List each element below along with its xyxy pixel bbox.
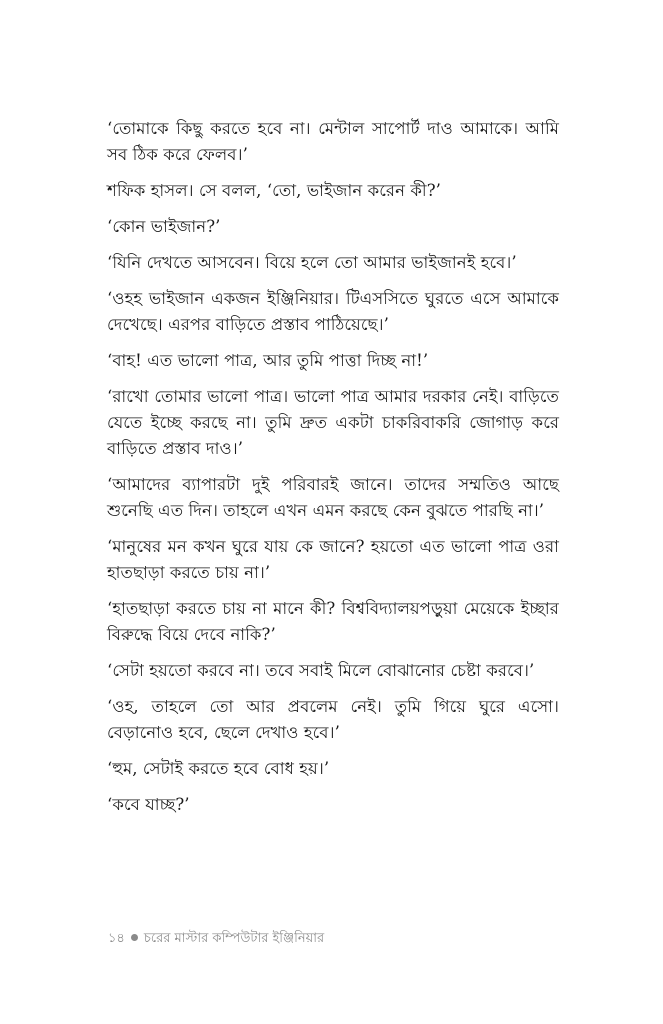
paragraph: ‘তোমাকে কিছু করতে হবে না। মেন্টাল সাপোর্ট দাও আমাকে। আমি সব ঠিক করে ফেলব।’ <box>107 119 559 164</box>
paragraph: ‘মানুষের মন কখন ঘুরে যায় কে জানে? হয়তো এত ভালো পাত্র ওরা হাতছাড়া করতে চায় না।’ <box>107 537 559 582</box>
paragraph: ‘কোন ভাইজান?’ <box>107 217 221 236</box>
paragraph: ‘কবে যাচ্ছ?’ <box>107 795 190 814</box>
paragraph: ‘হুম, সেটাই করতে হবে বোধ হয়।’ <box>107 759 330 778</box>
page-number: ১৪ <box>108 931 125 946</box>
paragraph: ‘রাখো তোমার ভালো পাত্র। ভালো পাত্র আমার দরকার নেই। বাড়িতে যেতে ইচ্ছে করছে না। তুমি দ্রুত একটা চাকরিবাকরি জোগাড় করে বাড়িতে প্রস্তাব দাও।’ <box>107 387 559 458</box>
bullet-dot-icon <box>131 934 138 941</box>
paragraph: ‘আমাদের ব্যাপারটা দুই পরিবারই জানে। তাদের সম্মতিও আছে শুনেছি এত দিন। তাহলে এখন এমন করছে কেন বুঝতে পারছি না।’ <box>107 475 559 520</box>
paragraph: ‘ওহ, তাহলে তো আর প্রবলেম নেই। তুমি গিয়ে ঘুরে এসো। বেড়ানোও হবে, ছেলে দেখাও হবে।’ <box>107 697 559 742</box>
page-footer <box>108 929 324 950</box>
running-title: চরের মাস্টার কম্পিউটার ইঞ্জিনিয়ার <box>143 931 325 946</box>
paragraph: ‘হাতছাড়া করতে চায় না মানে কী? বিশ্ববিদ্যালয়পড়ুয়া মেয়েকে ইচ্ছার বিরুদ্ধে বিয়ে দেবে নাকি?’ <box>107 599 559 644</box>
page-body <box>107 116 559 828</box>
paragraph: ‘সেটা হয়তো করবে না। তবে সবাই মিলে বোঝানোর চেষ্টা করবে।’ <box>107 661 535 680</box>
paragraph: ‘যিনি দেখতে আসবেন। বিয়ে হলে তো আমার ভাইজানই হবে।’ <box>107 253 517 272</box>
paragraph: ‘বাহ! এত ভালো পাত্র, আর তুমি পাত্তা দিচ্ছ না!’ <box>107 351 429 370</box>
paragraph: ‘ওহহ ভাইজান একজন ইঞ্জিনিয়ার। টিএসসিতে ঘুরতে এসে আমাকে দেখেছে। এরপর বাড়িতে প্রস্তাব পাঠিয়েছে।’ <box>107 289 559 334</box>
paragraph: শফিক হাসল। সে বলল, ‘তো, ভাইজান করেন কী?’ <box>107 181 442 200</box>
